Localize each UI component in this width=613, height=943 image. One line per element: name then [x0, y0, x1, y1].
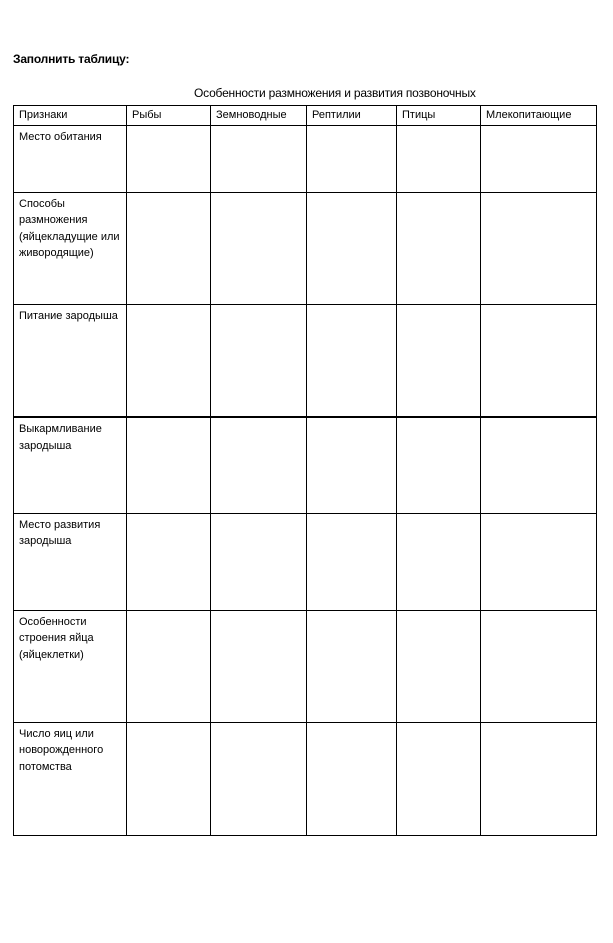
table-row: [14, 304, 597, 417]
answer-cell[interactable]: [481, 513, 597, 610]
header-cell: Признаки: [14, 106, 127, 126]
answer-cell[interactable]: [211, 610, 307, 722]
answer-cell[interactable]: [307, 722, 397, 835]
instruction-text: Заполнить таблицу:: [13, 52, 130, 66]
table-row: [14, 192, 597, 304]
answer-cell[interactable]: [481, 610, 597, 722]
table-row: [14, 125, 597, 192]
table-title: Особенности размножения и развития позвоночных: [194, 86, 476, 100]
answer-cell[interactable]: [127, 192, 211, 304]
answer-cell[interactable]: [397, 417, 481, 513]
answer-cell[interactable]: [307, 513, 397, 610]
answer-cell[interactable]: [307, 192, 397, 304]
answer-cell[interactable]: [481, 125, 597, 192]
answer-cell[interactable]: [127, 513, 211, 610]
header-cell: Рыбы: [127, 106, 211, 126]
table-row: [14, 610, 597, 722]
answer-cell[interactable]: [307, 610, 397, 722]
answer-cell[interactable]: [307, 304, 397, 417]
answer-cell[interactable]: [307, 125, 397, 192]
answer-cell[interactable]: [397, 304, 481, 417]
header-cell: Млекопитающие: [481, 106, 597, 126]
row-label: Место развития зародыша: [14, 513, 127, 610]
answer-cell[interactable]: [211, 192, 307, 304]
answer-cell[interactable]: [211, 125, 307, 192]
row-label: Особенности строения яйца (яйцеклетки): [14, 610, 127, 722]
table-row: [14, 722, 597, 835]
answer-cell[interactable]: [397, 610, 481, 722]
table-row: [14, 417, 597, 513]
answer-cell[interactable]: [481, 192, 597, 304]
answer-cell[interactable]: [211, 513, 307, 610]
answer-cell[interactable]: [397, 192, 481, 304]
header-cell: Птицы: [397, 106, 481, 126]
answer-cell[interactable]: [481, 304, 597, 417]
row-label: Число яиц или новорожденного потомства: [14, 722, 127, 835]
answer-cell[interactable]: [127, 417, 211, 513]
answer-cell[interactable]: [397, 125, 481, 192]
answer-cell[interactable]: [481, 722, 597, 835]
answer-cell[interactable]: [211, 417, 307, 513]
row-label: Место обитания: [14, 125, 127, 192]
answer-cell[interactable]: [211, 304, 307, 417]
answer-cell[interactable]: [307, 417, 397, 513]
answer-cell[interactable]: [127, 125, 211, 192]
answer-cell[interactable]: [127, 722, 211, 835]
header-row: [14, 106, 597, 126]
table-row: [14, 513, 597, 610]
answer-cell[interactable]: [481, 417, 597, 513]
worksheet-table: [13, 105, 597, 836]
answer-cell[interactable]: [127, 610, 211, 722]
header-cell: Земноводные: [211, 106, 307, 126]
header-cell: Рептилии: [307, 106, 397, 126]
answer-cell[interactable]: [127, 304, 211, 417]
row-label: Способы размножения (яйцекладущие или живородящие): [14, 192, 127, 304]
answer-cell[interactable]: [397, 513, 481, 610]
row-label: Питание зародыша: [14, 304, 127, 417]
row-label: Выкармливание зародыша: [14, 417, 127, 513]
answer-cell[interactable]: [397, 722, 481, 835]
answer-cell[interactable]: [211, 722, 307, 835]
